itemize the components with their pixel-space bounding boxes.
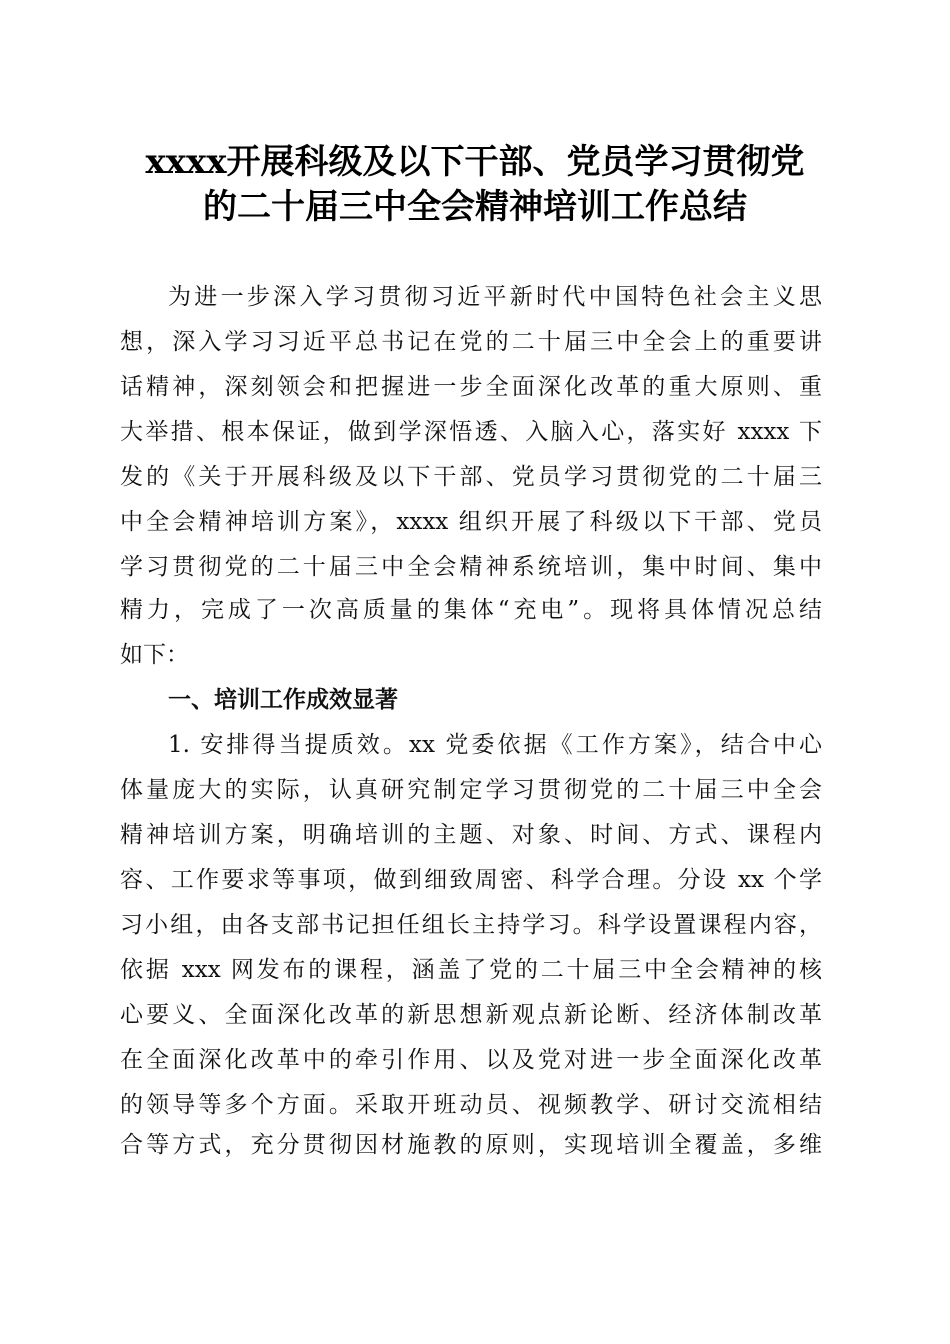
intro-line: 如下： bbox=[120, 642, 189, 668]
section1-line: 合等方式，充分贯彻因材施教的原则，实现培训全覆盖，多维 bbox=[120, 1132, 822, 1158]
section1-line: 依据 xxx 网发布的课程，涵盖了党的二十届三中全会精神的核 bbox=[120, 957, 822, 983]
document-title bbox=[0, 140, 950, 230]
intro-line: 话精神，深刻领会和把握进一步全面深化改革的重大原则、重 bbox=[120, 374, 822, 400]
section1-line: 体量庞大的实际，认真研究制定学习贯彻党的二十届三中全会 bbox=[120, 777, 822, 803]
intro-line: 学习贯彻党的二十届三中全会精神系统培训，集中时间、集中 bbox=[120, 554, 822, 580]
section1-line: 在全面深化改革中的牵引作用、以及党对进一步全面深化改革 bbox=[120, 1047, 822, 1073]
intro-line: 为进一步深入学习贯彻习近平新时代中国特色社会主义思 bbox=[168, 284, 822, 310]
intro-line: 中全会精神培训方案》，xxxx 组织开展了科级以下干部、党员 bbox=[120, 509, 822, 535]
intro-line: 想，深入学习习近平总书记在党的二十届三中全会上的重要讲 bbox=[120, 329, 822, 355]
section-heading: 一、培训工作成效显著 bbox=[168, 687, 398, 713]
section1-line: 习小组，由各支部书记担任组长主持学习。科学设置课程内容， bbox=[120, 912, 822, 938]
intro-line: 精力，完成了一次高质量的集体“充电”。现将具体情况总结 bbox=[120, 597, 822, 623]
section1-line: 1. 安排得当提质效。xx 党委依据《工作方案》，结合中心 bbox=[168, 732, 822, 758]
intro-line: 发的《关于开展科级及以下干部、党员学习贯彻党的二十届三 bbox=[120, 464, 822, 490]
title-line-1: xxxx开展科级及以下干部、党员学习贯彻党 bbox=[145, 142, 805, 182]
title-line-2: 的二十届三中全会精神培训工作总结 bbox=[203, 187, 747, 227]
section1-line: 心要义、全面深化改革的新思想新观点新论断、经济体制改革 bbox=[120, 1002, 822, 1028]
section1-line: 容、工作要求等事项，做到细致周密、科学合理。分设 xx 个学 bbox=[120, 867, 822, 893]
intro-line: 大举措、根本保证，做到学深悟透、入脑入心，落实好 xxxx 下 bbox=[120, 419, 822, 445]
section1-line: 的领导等多个方面。采取开班动员、视频教学、研讨交流相结 bbox=[120, 1092, 822, 1118]
section1-line: 精神培训方案，明确培训的主题、对象、时间、方式、课程内 bbox=[120, 822, 822, 848]
